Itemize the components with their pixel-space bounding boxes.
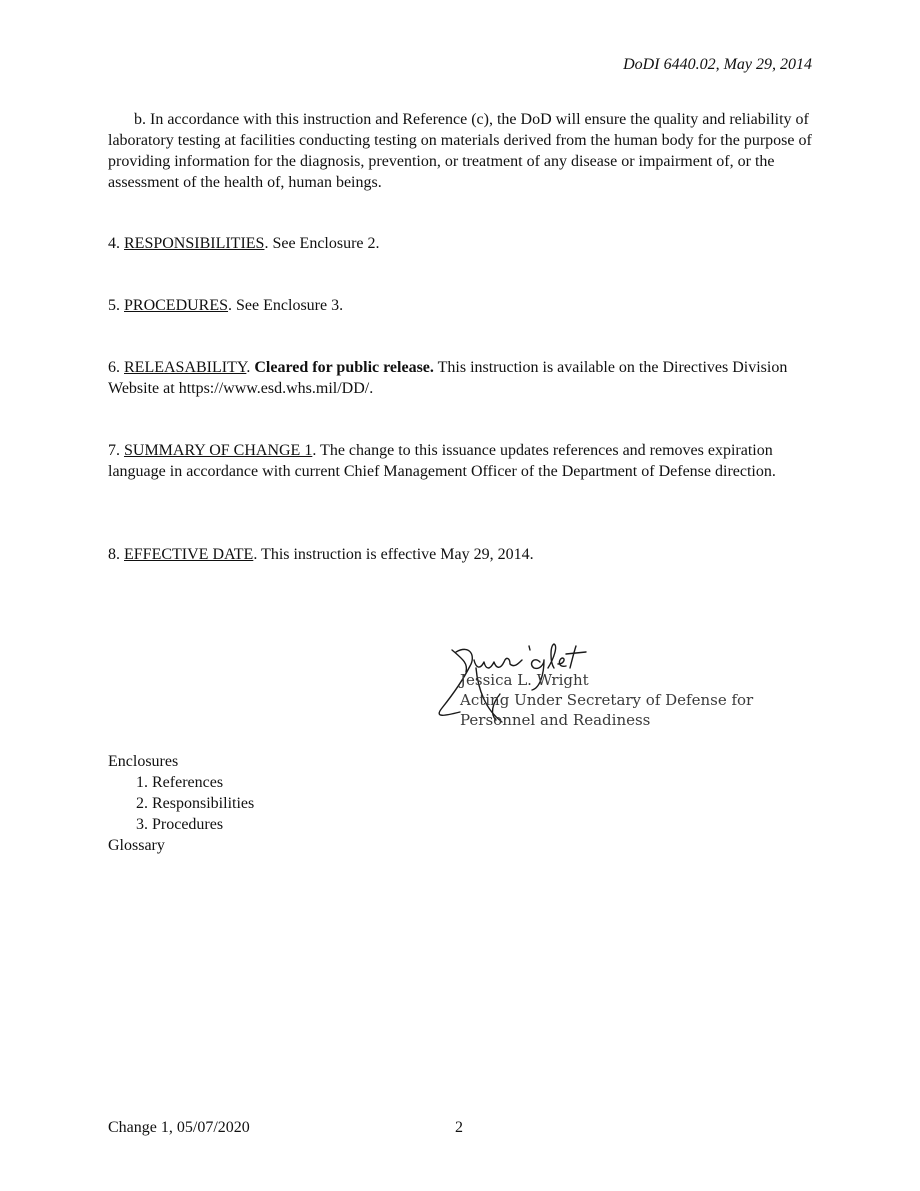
section-heading: SUMMARY OF CHANGE 1 xyxy=(124,442,313,459)
glossary-label: Glossary xyxy=(108,837,165,854)
section-number: 5. xyxy=(108,297,124,314)
section-5-procedures xyxy=(108,295,814,316)
section-text: . The change to this issuance updates references and removes expiration language in accordance with current Chief Management Officer of the Department of Defense direction. xyxy=(108,442,776,480)
enclosure-item: 2. Responsibilities xyxy=(136,795,255,812)
section-heading: RESPONSIBILITIES xyxy=(124,235,265,252)
signature-block xyxy=(430,638,770,738)
enclosure-item: 3. Procedures xyxy=(136,816,224,833)
section-heading: EFFECTIVE DATE xyxy=(124,546,254,563)
section-heading: RELEASABILITY xyxy=(124,359,247,376)
public-release-statement: Cleared for public release. xyxy=(254,359,434,376)
section-8-effective-date xyxy=(108,544,814,565)
signatory-name: Jessica L. Wright xyxy=(460,671,589,689)
section-7-summary-of-change xyxy=(108,440,814,482)
section-separator: . xyxy=(246,359,255,376)
section-4-responsibilities xyxy=(108,233,814,254)
section-6-releasability xyxy=(108,357,814,399)
change-footer: Change 1, 05/07/2020 xyxy=(108,1119,250,1136)
section-number: 6. xyxy=(108,359,124,376)
section-text: . See Enclosure 3. xyxy=(228,297,344,314)
signatory-title-line2: Personnel and Readiness xyxy=(460,711,651,729)
signatory-title-line1: Acting Under Secretary of Defense for xyxy=(460,691,754,709)
section-text: This instruction is available on the Directives Division Website at https://www.esd.whs.mil/DD/. xyxy=(108,359,788,397)
section-number: 7. xyxy=(108,442,124,459)
paragraph-b: b. In accordance with this instruction and Reference (c), the DoD will ensure the quality and reliability of laboratory testing at facilities conducting testing on materials derived from the human body for the purpose of providing information for the diagnosis, prevention, or treatment of any disease or impairment of, or the assessment of the health of, human beings. xyxy=(108,111,812,191)
section-text: . See Enclosure 2. xyxy=(264,235,380,252)
section-heading: PROCEDURES xyxy=(124,297,229,314)
section-number: 8. xyxy=(108,546,124,563)
section-text: . This instruction is effective May 29, 2014. xyxy=(253,546,534,563)
enclosure-item: 1. References xyxy=(136,774,224,791)
enclosures-list xyxy=(108,751,254,856)
document-reference-header: DoDI 6440.02, May 29, 2014 xyxy=(623,56,812,73)
enclosures-heading: Enclosures xyxy=(108,753,179,770)
page-number: 2 xyxy=(455,1119,463,1136)
section-number: 4. xyxy=(108,235,124,252)
